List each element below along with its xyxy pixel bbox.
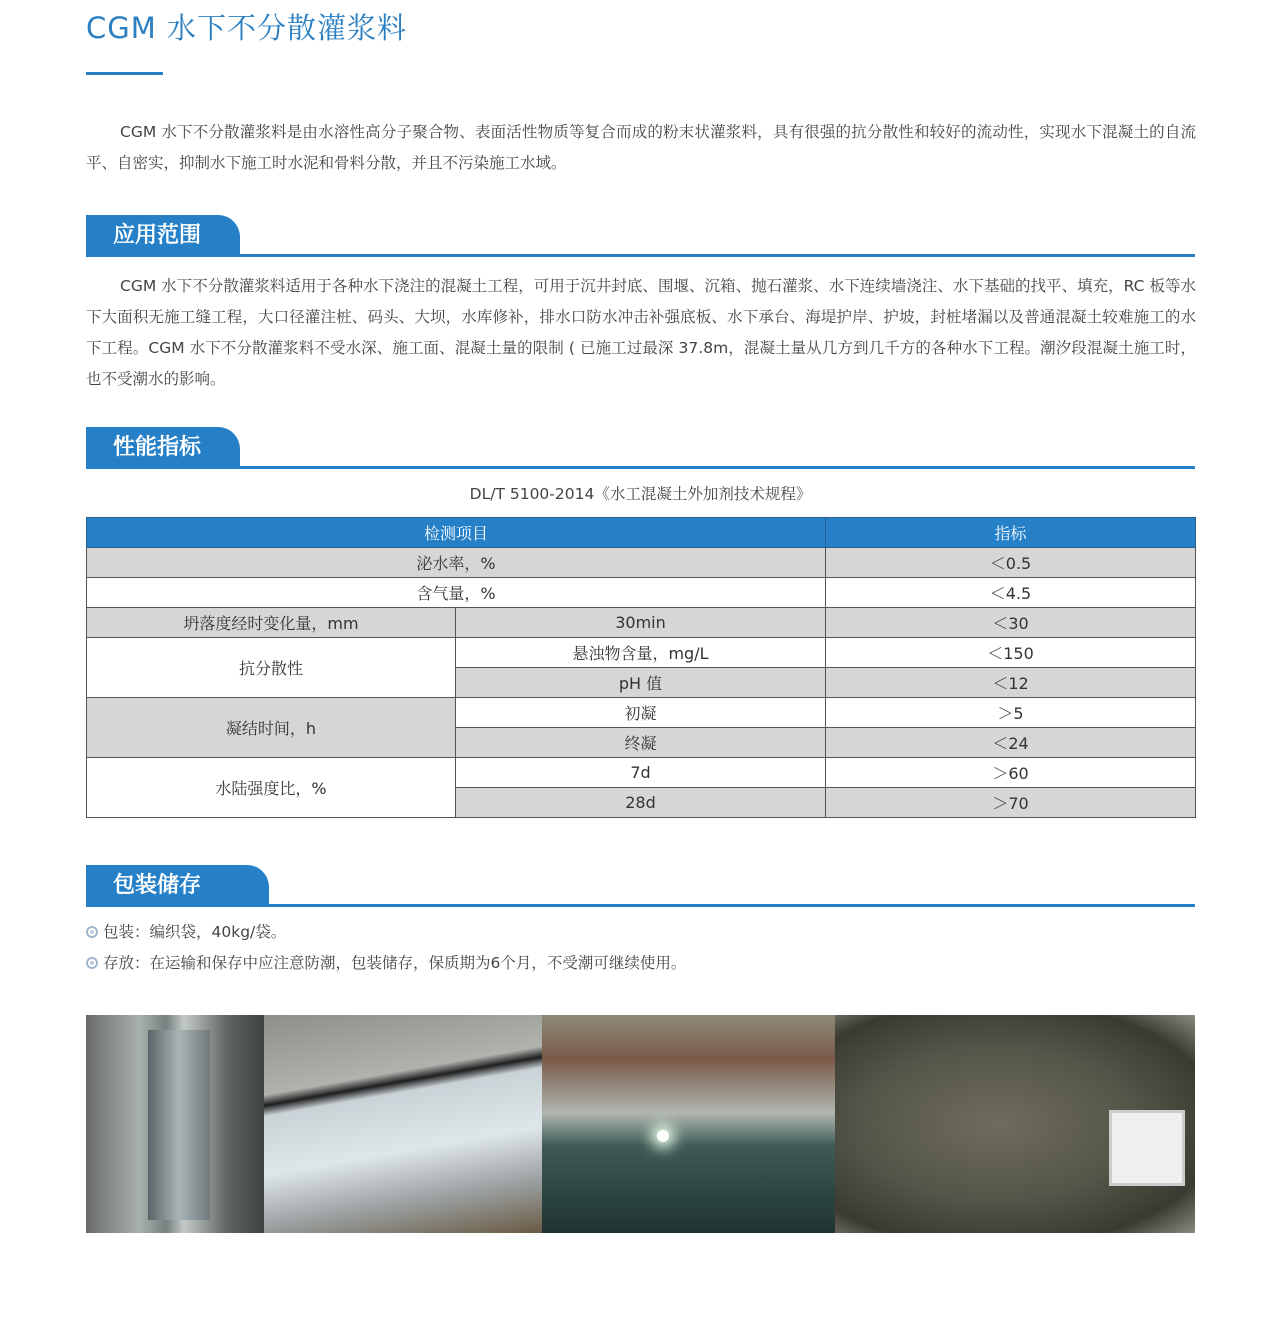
photo-pier-column: [86, 1015, 264, 1233]
section-title: 包装储存: [86, 865, 269, 905]
section-rule: [86, 254, 1195, 257]
section-header-performance: [86, 427, 1195, 469]
cell-sub: 悬浊物含量，mg/L: [456, 638, 826, 668]
table-header-row: [87, 518, 1196, 548]
title-underline: [86, 72, 163, 75]
cell-item: 含气量，%: [87, 578, 826, 608]
cell-value: ＞60: [826, 758, 1196, 788]
table-row: [87, 758, 1196, 788]
cell-item: 抗分散性: [87, 638, 456, 698]
section-rule: [86, 904, 1195, 907]
header-item: 检测项目: [87, 518, 826, 548]
cell-value: ＜4.5: [826, 578, 1196, 608]
cell-value: ＜0.5: [826, 548, 1196, 578]
storage-text: 存放：在运输和保存中应注意防潮，包装储存，保质期为6个月，不受潮可继续使用。: [103, 954, 687, 972]
section-title: 应用范围: [86, 215, 240, 255]
section-title: 性能指标: [86, 427, 240, 467]
cell-sub: 终凝: [456, 728, 826, 758]
circle-bullet-icon: [86, 926, 98, 938]
cell-value: ＜24: [826, 728, 1196, 758]
photo-underwater-pit: [835, 1015, 1195, 1233]
table-row: [87, 548, 1196, 578]
performance-table: [86, 517, 1196, 818]
application-paragraph: CGM 水下不分散灌浆料适用于各种水下浇注的混凝土工程，可用于沉井封底、围堰、沉箱、抛石灌浆、水下连续墙浇注、水下基础的找平、填充，RC 板等水下大面积无施工缝工程，大口径灌注桩、码头、大坝，水库修补，排水口防水冲击补强底板、水下承台、海堤护岸、护坡，封桩堵漏以及普通混凝土较难施工的水下工程。CGM 水下不分散灌浆料不受水深、施工面、混凝土量的限制 ( 已施工过最深 37.8m，混凝土量从几方到几千方的各种水下工程。潮汐段混凝土施工时，也不受潮水的影响。: [86, 277, 1196, 388]
cell-item: 坍落度经时变化量，mm: [87, 608, 456, 638]
header-index: 指标: [826, 518, 1196, 548]
section-header-application: [86, 215, 1195, 257]
cell-item: 泌水率，%: [87, 548, 826, 578]
cell-value: ＜12: [826, 668, 1196, 698]
table-caption: DL/T 5100-2014《水工混凝土外加剂技术规程》: [469, 485, 812, 503]
cell-value: ＞5: [826, 698, 1196, 728]
list-item: [86, 951, 686, 973]
section-rule: [86, 466, 1195, 469]
cell-item: 水陆强度比，%: [87, 758, 456, 818]
photo-bridge-piers-water: [542, 1015, 835, 1233]
table-row: [87, 698, 1196, 728]
list-item: [86, 920, 286, 942]
cell-value: ＜30: [826, 608, 1196, 638]
table-row: [87, 608, 1196, 638]
page-title: CGM 水下不分散灌浆料: [86, 11, 407, 45]
cell-value: ＞70: [826, 788, 1196, 818]
cell-item: 凝结时间，h: [87, 698, 456, 758]
section-header-packaging: [86, 865, 1195, 907]
cell-sub: 28d: [456, 788, 826, 818]
cell-sub: 7d: [456, 758, 826, 788]
cell-sub: 初凝: [456, 698, 826, 728]
table-row: [87, 638, 1196, 668]
photo-strip: [86, 1015, 1195, 1233]
photo-grouted-pile: [264, 1015, 542, 1233]
cell-sub: 30min: [456, 608, 826, 638]
table-row: [87, 578, 1196, 608]
intro-paragraph: CGM 水下不分散灌浆料是由水溶性高分子聚合物、表面活性物质等复合而成的粉末状灌浆料，具有很强的抗分散性和较好的流动性，实现水下混凝土的自流平、自密实，抑制水下施工时水泥和骨料分散，并且不污染施工水域。: [86, 123, 1196, 172]
cell-value: ＜150: [826, 638, 1196, 668]
packaging-text: 包装：编织袋，40kg/袋。: [103, 923, 287, 941]
cell-sub: pH 值: [456, 668, 826, 698]
circle-bullet-icon: [86, 957, 98, 969]
